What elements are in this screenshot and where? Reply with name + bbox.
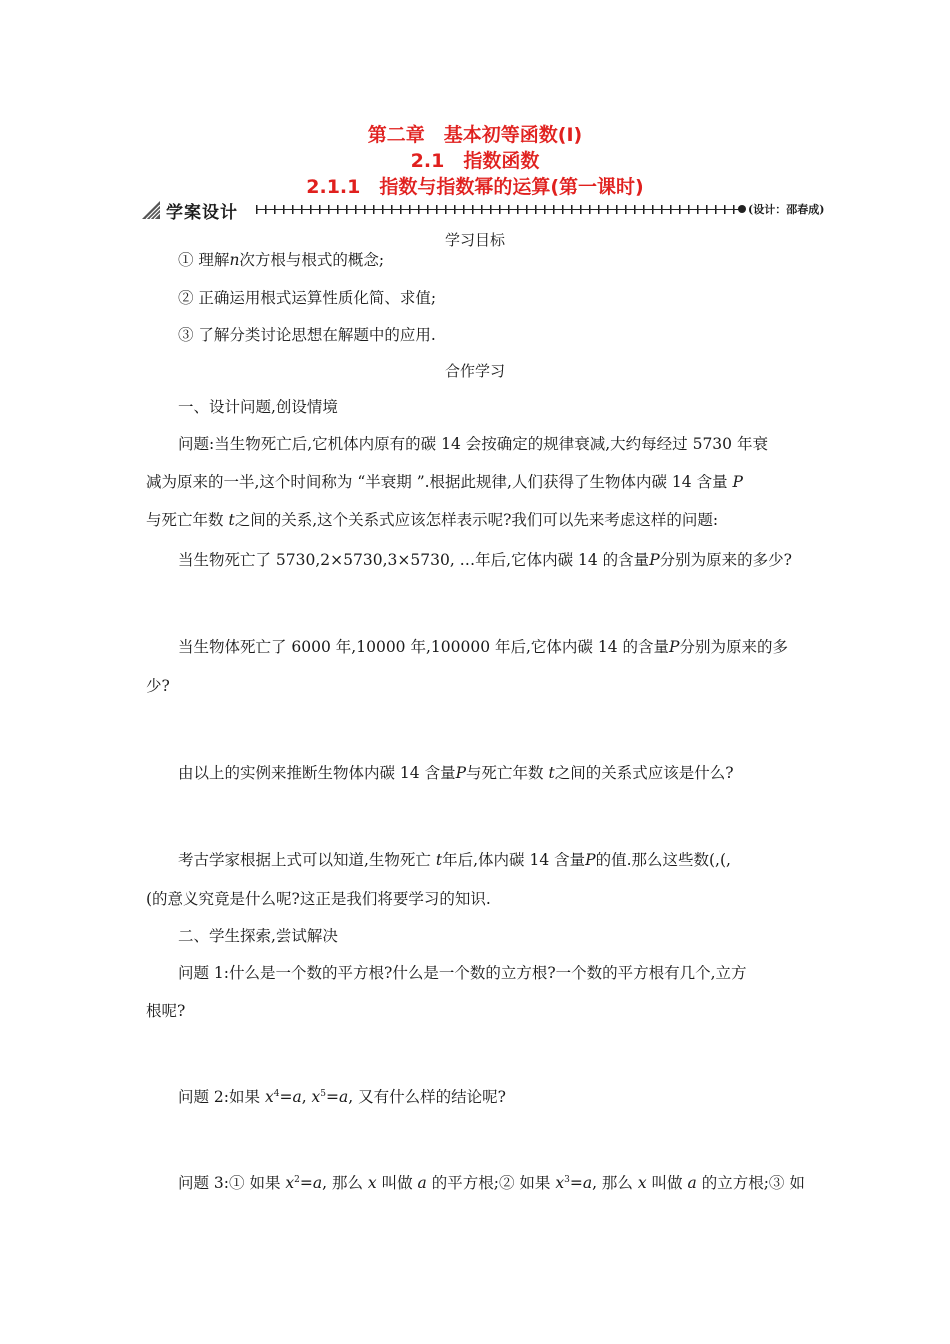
problem-2: 问题 2:如果 $x^4=a$, $x^5=a$, 又有什么样的结论呢? bbox=[178, 1088, 506, 1106]
question-carbon-2-cont: 少? bbox=[146, 677, 170, 695]
banner-label: 学案设计 bbox=[166, 203, 238, 223]
design-banner bbox=[142, 200, 825, 223]
archaeology-line-2: (的意义究竟是什么呢?这正是我们将要学习的知识. bbox=[146, 890, 491, 908]
problem-line-2: 减为原来的一半,这个时间称为 “半衰期 ”.根据此规律,人们获得了生物体内碳 14 含量 P bbox=[146, 473, 743, 491]
question-carbon-2: 当生物体死亡了 6000 年,10000 年,100000 年后,它体内碳 14 的含量P分别为原来的多 bbox=[178, 638, 788, 656]
chapter-title: 第二章 基本初等函数(Ⅰ) bbox=[367, 124, 583, 146]
coop-heading: 合作学习 bbox=[444, 362, 505, 380]
banner-dot bbox=[738, 205, 746, 213]
goal-item-1: ① 理解n次方根与根式的概念; bbox=[178, 251, 385, 269]
section-2-heading: 二、学生探索,尝试解决 bbox=[178, 927, 338, 945]
subsection-title: 2.1.1 指数与指数幂的运算(第一课时) bbox=[306, 176, 644, 198]
section-1-heading: 一、设计问题,创设情境 bbox=[178, 398, 338, 416]
goal-item-2: ② 正确运用根式运算性质化简、求值; bbox=[178, 289, 437, 307]
problem-1-line-1: 问题 1:什么是一个数的平方根?什么是一个数的立方根?一个数的平方根有几个,立方 bbox=[178, 964, 747, 982]
question-relation: 由以上的实例来推断生物体内碳 14 含量P与死亡年数 t之间的关系式应该是什么? bbox=[178, 764, 734, 782]
goal-item-3: ③ 了解分类讨论思想在解题中的应用. bbox=[178, 326, 436, 344]
goals-heading: 学习目标 bbox=[444, 231, 505, 249]
problem-3: 问题 3:① 如果 $x^2=a$, 那么 x 叫做 a 的平方根;② 如果 $x^3=a$, 那么 x 叫做 a 的立方根;③ 如 bbox=[178, 1174, 805, 1192]
banner-ticks bbox=[256, 205, 740, 214]
archaeology-line-1: 考古学家根据上式可以知道,生物死亡 t年后,体内碳 14 含量P的值.那么这些数(,(, bbox=[178, 851, 731, 869]
banner-wedge-icon bbox=[142, 201, 164, 219]
question-carbon-1: 当生物死亡了 5730,2×5730,3×5730, …年后,它体内碳 14 的含量P分别为原来的多少? bbox=[178, 551, 792, 569]
section-title: 2.1 指数函数 bbox=[410, 150, 540, 172]
problem-line-1: 问题:当生物死亡后,它机体内原有的碳 14 会按确定的规律衰减,大约每经过 5730 年衰 bbox=[178, 435, 768, 453]
problem-1-line-2: 根呢? bbox=[146, 1002, 186, 1020]
problem-line-3: 与死亡年数 t之间的关系,这个关系式应该怎样表示呢?我们可以先来考虑这样的问题: bbox=[146, 511, 719, 529]
banner-credit: (设计：邵春成) bbox=[748, 203, 825, 216]
